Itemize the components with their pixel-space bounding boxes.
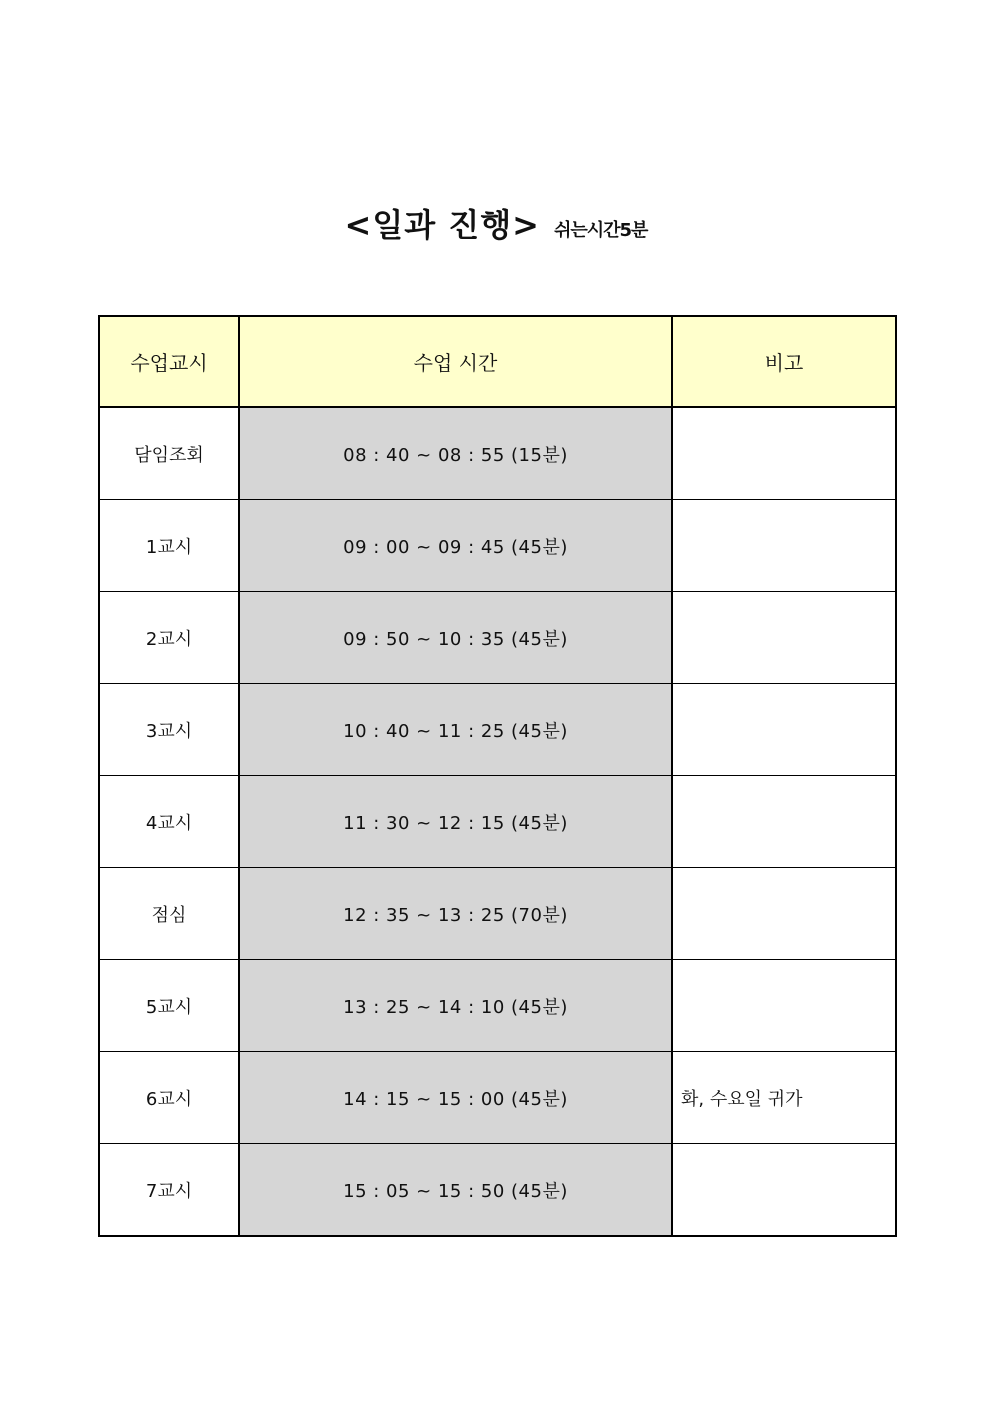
note-cell — [672, 868, 896, 960]
title-main: <일과 진행> — [344, 206, 540, 244]
note-cell — [672, 407, 896, 500]
schedule-table — [98, 315, 897, 1237]
time-cell: 09 : 00 ~ 09 : 45 (45분) — [239, 500, 672, 592]
time-cell: 10 : 40 ~ 11 : 25 (45분) — [239, 684, 672, 776]
table-row — [99, 407, 896, 500]
note-cell — [672, 500, 896, 592]
time-cell: 13 : 25 ~ 14 : 10 (45분) — [239, 960, 672, 1052]
note-cell — [672, 960, 896, 1052]
period-cell: 4교시 — [99, 776, 239, 868]
time-cell: 11 : 30 ~ 12 : 15 (45분) — [239, 776, 672, 868]
note-cell — [672, 776, 896, 868]
note-cell — [672, 592, 896, 684]
time-cell: 12 : 35 ~ 13 : 25 (70분) — [239, 868, 672, 960]
header-note: 비고 — [672, 316, 896, 407]
table-row — [99, 868, 896, 960]
time-cell: 09 : 50 ~ 10 : 35 (45분) — [239, 592, 672, 684]
table-row — [99, 776, 896, 868]
period-cell: 1교시 — [99, 500, 239, 592]
period-cell: 담임조회 — [99, 407, 239, 500]
period-cell: 점심 — [99, 868, 239, 960]
period-cell: 5교시 — [99, 960, 239, 1052]
period-cell: 2교시 — [99, 592, 239, 684]
note-cell — [672, 684, 896, 776]
title-subtitle: 쉬는시간5분 — [553, 220, 648, 241]
header-period: 수업교시 — [99, 316, 239, 407]
table-row — [99, 960, 896, 1052]
document-title — [0, 200, 992, 246]
table-row — [99, 684, 896, 776]
time-cell: 08 : 40 ~ 08 : 55 (15분) — [239, 407, 672, 500]
table-row — [99, 1052, 896, 1144]
note-cell: 화, 수요일 귀가 — [672, 1052, 896, 1144]
header-row — [99, 316, 896, 407]
table-row — [99, 1144, 896, 1237]
period-cell: 3교시 — [99, 684, 239, 776]
period-cell: 6교시 — [99, 1052, 239, 1144]
period-cell: 7교시 — [99, 1144, 239, 1237]
time-cell: 15 : 05 ~ 15 : 50 (45분) — [239, 1144, 672, 1237]
note-cell — [672, 1144, 896, 1237]
table-row — [99, 500, 896, 592]
header-time: 수업 시간 — [239, 316, 672, 407]
time-cell: 14 : 15 ~ 15 : 00 (45분) — [239, 1052, 672, 1144]
table-row — [99, 592, 896, 684]
